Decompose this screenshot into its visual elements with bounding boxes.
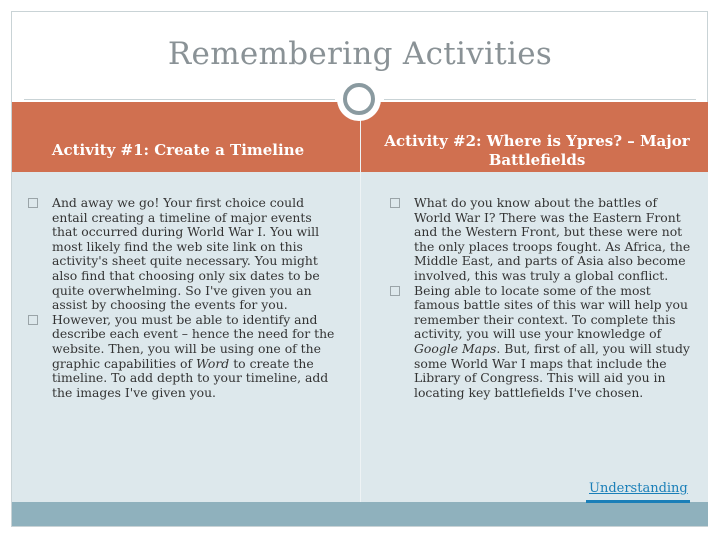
bullet-item — [24, 196, 340, 313]
column-divider — [360, 102, 361, 502]
bullet-italic-text: Word — [196, 355, 230, 371]
bullet-box-icon — [390, 198, 400, 208]
title-rule-left — [24, 99, 335, 100]
bullet-text: And away we go! Your first choice could entail creating a timeline of major events that occurred during World War I. You will most likely find the web site link on this activity's sheet quite necessary. You might also find that choosing only six dates to be quite overwhelming. So I've given you an assist by choosing the events for you. — [52, 195, 320, 313]
bullet-item — [386, 196, 698, 284]
bullet-italic-text: Google Maps — [414, 340, 497, 356]
bullet-text: However, you must be able to identify and describe each event – hence the need for the website. Then, you will be using one of the graphic capabilities of — [52, 311, 335, 371]
bullet-text-tail: . But, first of all, you will study some World War I maps that include the Library of Congress. This will aid you in locating key battlefields I've chosen. — [414, 340, 690, 400]
slide-title: Remembering Activities — [167, 36, 553, 72]
activity-1-heading: Activity #1: Create a Timeline — [51, 141, 305, 159]
bullet-item — [24, 313, 340, 401]
bullet-box-icon — [28, 315, 38, 325]
bullet-text: Being able to locate some of the most famous battle sites of this war will help you remember their context. To complete this activity, you will use your knowledge of — [414, 282, 688, 342]
bullet-box-icon — [390, 286, 400, 296]
activity-2-heading: Activity #2: Where is Ypres? – Major Battlefields — [384, 132, 690, 169]
activity-1-body — [24, 196, 340, 400]
title-rule-right — [384, 99, 696, 100]
link-underline-bar — [586, 500, 690, 503]
bullet-item — [386, 284, 698, 401]
bullet-text: What do you know about the battles of World War I? There was the Eastern Front and the Western Front, but these were not the only places troops fought. As Africa, the Middle East, and parts of Asia also become involved, this was truly a global conflict. — [414, 195, 691, 283]
understanding-link[interactable]: Understanding — [589, 481, 688, 496]
activity-2-body — [386, 196, 698, 400]
bullet-text-tail: to create the timeline. To add depth to your timeline, add the images I've given you. — [52, 355, 329, 400]
circle-ring-icon — [343, 83, 375, 115]
footer-bar — [12, 502, 708, 526]
bullet-box-icon — [28, 198, 38, 208]
